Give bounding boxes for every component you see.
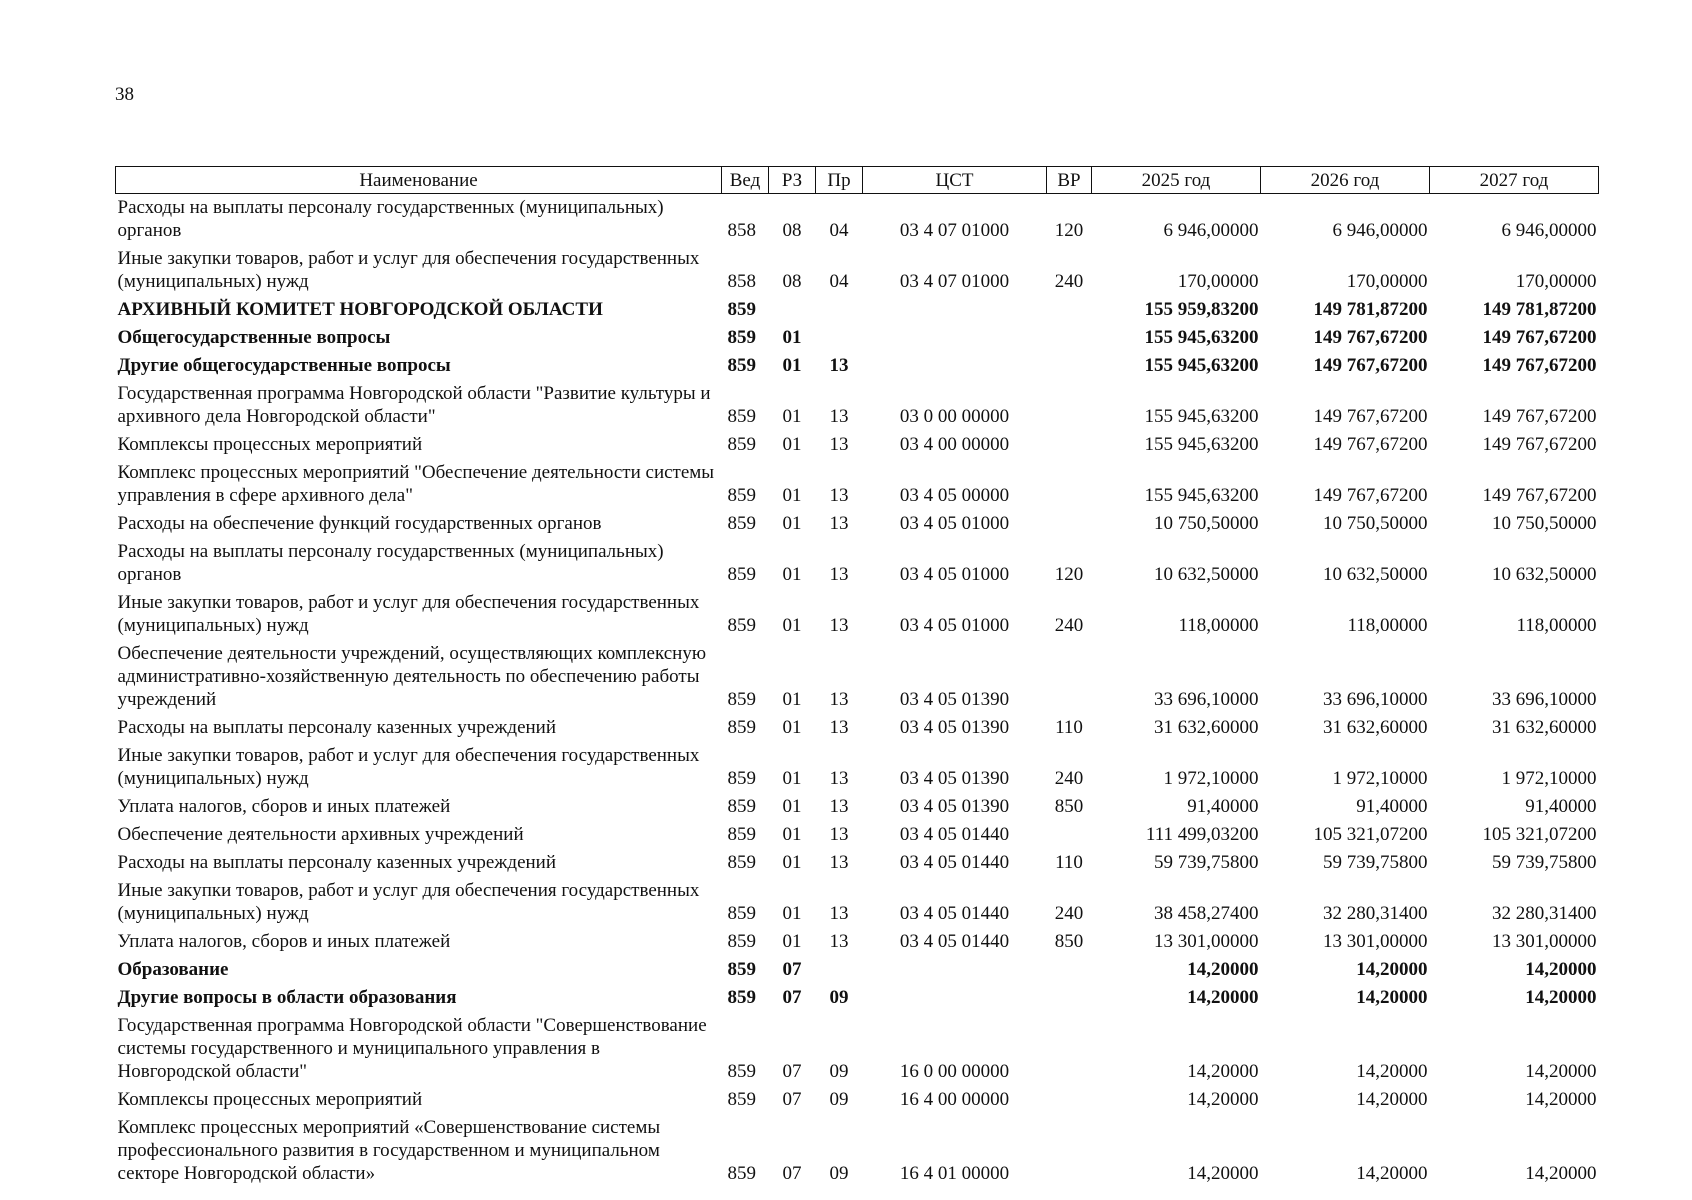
row-amount-2025: 33 696,10000 xyxy=(1154,689,1259,710)
row-pr: 04 xyxy=(829,220,849,241)
row-vr xyxy=(1047,956,1092,984)
row-rz: 01 xyxy=(782,852,802,873)
row-ved: 859 xyxy=(727,931,756,952)
row-pr: 09 xyxy=(829,1089,849,1110)
row-name: Иные закупки товаров, работ и услуг для обеспечения государственных (муниципальных) нужд xyxy=(117,880,700,924)
row-name: Комплекс процессных мероприятий "Обеспечение деятельности системы управления в сфере архивного дела" xyxy=(117,462,715,506)
header-year-2027: 2027 год xyxy=(1430,167,1599,194)
header-rz: РЗ xyxy=(769,167,816,194)
row-name: АРХИВНЫЙ КОМИТЕТ НОВГОРОДСКОЙ ОБЛАСТИ xyxy=(117,299,603,320)
row-pr: 13 xyxy=(829,485,849,506)
row-pr xyxy=(816,296,863,324)
row-rz: 07 xyxy=(782,1061,802,1082)
row-amount-2025: 10 750,50000 xyxy=(1154,513,1259,534)
row-amount-2026: 149 767,67200 xyxy=(1313,434,1428,455)
row-amount-2025: 10 632,50000 xyxy=(1154,564,1259,585)
table-row xyxy=(116,352,1599,380)
row-cst: 03 4 07 01000 xyxy=(899,220,1010,241)
row-vr xyxy=(1047,296,1092,324)
row-amount-2026: 105 321,07200 xyxy=(1313,824,1428,845)
row-pr: 13 xyxy=(829,434,849,455)
table-row xyxy=(116,849,1599,877)
row-rz: 01 xyxy=(782,796,802,817)
table-row xyxy=(116,380,1599,431)
row-name: Уплата налогов, сборов и иных платежей xyxy=(117,796,451,817)
row-cst: 03 0 00 00000 xyxy=(899,406,1010,427)
row-vr: 850 xyxy=(1054,796,1084,817)
row-amount-2025: 1 972,10000 xyxy=(1163,768,1259,789)
row-name: Расходы на выплаты персоналу государственных (муниципальных) органов xyxy=(117,197,664,241)
row-amount-2025: 155 945,63200 xyxy=(1144,485,1259,506)
row-ved: 859 xyxy=(727,824,756,845)
row-ved: 859 xyxy=(727,327,756,348)
row-amount-2026: 6 946,00000 xyxy=(1332,220,1428,241)
row-amount-2026: 14,20000 xyxy=(1356,1089,1428,1110)
row-vr: 110 xyxy=(1055,852,1083,873)
table-row xyxy=(116,245,1599,296)
row-rz: 01 xyxy=(782,485,802,506)
row-name: Иные закупки товаров, работ и услуг для обеспечения государственных (муниципальных) нужд xyxy=(117,248,700,292)
row-vr xyxy=(1047,640,1092,714)
table-body xyxy=(116,194,1599,1189)
row-pr: 13 xyxy=(829,406,849,427)
row-cst: 03 4 05 01000 xyxy=(899,513,1010,534)
row-pr: 13 xyxy=(829,689,849,710)
row-amount-2025: 155 945,63200 xyxy=(1144,434,1259,455)
row-ved: 859 xyxy=(727,485,756,506)
row-rz: 08 xyxy=(782,271,802,292)
row-cst: 03 4 05 01000 xyxy=(899,615,1010,636)
row-rz: 01 xyxy=(782,564,802,585)
row-amount-2025: 155 959,83200 xyxy=(1144,299,1259,320)
row-cst xyxy=(863,324,1047,352)
row-name: Расходы на выплаты персоналу казенных учреждений xyxy=(117,717,557,738)
row-amount-2025: 14,20000 xyxy=(1187,1061,1259,1082)
row-amount-2025: 14,20000 xyxy=(1187,959,1259,980)
row-vr: 240 xyxy=(1054,768,1084,789)
row-rz: 01 xyxy=(782,513,802,534)
table-row xyxy=(116,431,1599,459)
row-pr: 04 xyxy=(829,271,849,292)
row-name: Расходы на выплаты персоналу государственных (муниципальных) органов xyxy=(117,541,664,585)
row-vr xyxy=(1047,1114,1092,1188)
row-cst: 03 4 05 01440 xyxy=(899,852,1010,873)
row-pr xyxy=(816,324,863,352)
row-rz: 01 xyxy=(782,327,802,348)
row-amount-2025: 14,20000 xyxy=(1187,1163,1259,1184)
row-amount-2025: 111 499,03200 xyxy=(1145,824,1259,845)
table-row xyxy=(116,459,1599,510)
row-cst: 16 0 00 00000 xyxy=(899,1061,1010,1082)
row-ved: 859 xyxy=(727,299,756,320)
row-amount-2025: 59 739,75800 xyxy=(1154,852,1259,873)
table-row xyxy=(116,640,1599,714)
row-rz: 01 xyxy=(782,717,802,738)
row-amount-2027: 14,20000 xyxy=(1525,959,1597,980)
row-ved: 859 xyxy=(727,1089,756,1110)
table-row xyxy=(116,793,1599,821)
row-amount-2027: 149 767,67200 xyxy=(1482,355,1597,376)
row-ved: 859 xyxy=(727,717,756,738)
row-amount-2027: 1 972,10000 xyxy=(1501,768,1597,789)
row-ved: 859 xyxy=(727,513,756,534)
row-rz: 08 xyxy=(782,220,802,241)
header-vr: ВР xyxy=(1047,167,1092,194)
row-rz xyxy=(769,296,816,324)
table-row xyxy=(116,296,1599,324)
row-cst: 03 4 05 01000 xyxy=(899,564,1010,585)
row-amount-2027: 14,20000 xyxy=(1525,1089,1597,1110)
row-amount-2026: 170,00000 xyxy=(1346,271,1428,292)
row-amount-2027: 149 767,67200 xyxy=(1482,406,1597,427)
row-ved: 859 xyxy=(727,959,756,980)
row-cst xyxy=(863,352,1047,380)
row-ved: 859 xyxy=(727,689,756,710)
row-vr xyxy=(1047,324,1092,352)
row-amount-2025: 6 946,00000 xyxy=(1163,220,1259,241)
row-amount-2027: 105 321,07200 xyxy=(1482,824,1597,845)
row-amount-2027: 149 767,67200 xyxy=(1482,485,1597,506)
row-rz: 01 xyxy=(782,931,802,952)
row-rz: 07 xyxy=(782,1163,802,1184)
table-row xyxy=(116,194,1599,246)
row-amount-2027: 6 946,00000 xyxy=(1501,220,1597,241)
row-name: Другие общегосударственные вопросы xyxy=(117,355,451,376)
row-vr: 110 xyxy=(1055,717,1083,738)
header-year-2026: 2026 год xyxy=(1261,167,1430,194)
row-vr: 240 xyxy=(1054,271,1084,292)
row-amount-2026: 13 301,00000 xyxy=(1323,931,1428,952)
table-row xyxy=(116,324,1599,352)
table-row xyxy=(116,714,1599,742)
row-amount-2026: 10 632,50000 xyxy=(1323,564,1428,585)
row-amount-2025: 31 632,60000 xyxy=(1154,717,1259,738)
row-vr xyxy=(1047,352,1092,380)
header-year-2025: 2025 год xyxy=(1092,167,1261,194)
header-row xyxy=(116,167,1599,194)
row-amount-2025: 155 945,63200 xyxy=(1144,327,1259,348)
row-amount-2025: 118,00000 xyxy=(1178,615,1259,636)
row-pr: 13 xyxy=(829,824,849,845)
budget-table xyxy=(115,166,1599,1188)
table-row xyxy=(116,742,1599,793)
row-pr: 13 xyxy=(829,355,849,376)
row-amount-2027: 32 280,31400 xyxy=(1492,903,1597,924)
row-pr: 13 xyxy=(829,796,849,817)
row-pr: 13 xyxy=(829,903,849,924)
row-amount-2027: 33 696,10000 xyxy=(1492,689,1597,710)
row-name: Расходы на выплаты персоналу казенных учреждений xyxy=(117,852,557,873)
row-amount-2027: 91,40000 xyxy=(1525,796,1597,817)
header-ved: Вед xyxy=(722,167,769,194)
row-amount-2027: 149 767,67200 xyxy=(1482,434,1597,455)
row-name: Другие вопросы в области образования xyxy=(117,987,457,1008)
row-name: Иные закупки товаров, работ и услуг для обеспечения государственных (муниципальных) нужд xyxy=(117,592,700,636)
row-cst: 03 4 00 00000 xyxy=(899,434,1010,455)
row-cst: 03 4 05 01390 xyxy=(899,717,1010,738)
row-amount-2027: 14,20000 xyxy=(1525,1163,1597,1184)
row-rz: 07 xyxy=(782,1089,802,1110)
row-vr: 240 xyxy=(1054,903,1084,924)
row-cst xyxy=(863,956,1047,984)
row-ved: 859 xyxy=(727,434,756,455)
row-amount-2025: 155 945,63200 xyxy=(1144,406,1259,427)
row-amount-2027: 118,00000 xyxy=(1516,615,1597,636)
row-rz: 01 xyxy=(782,824,802,845)
row-ved: 859 xyxy=(727,564,756,585)
row-pr: 13 xyxy=(829,564,849,585)
row-amount-2027: 14,20000 xyxy=(1525,987,1597,1008)
row-name: Уплата налогов, сборов и иных платежей xyxy=(117,931,451,952)
row-pr: 13 xyxy=(829,513,849,534)
row-vr xyxy=(1047,380,1092,431)
page-number: 38 xyxy=(115,84,134,105)
row-pr: 13 xyxy=(829,852,849,873)
row-ved: 859 xyxy=(727,796,756,817)
table-row xyxy=(116,928,1599,956)
row-rz: 01 xyxy=(782,615,802,636)
row-ved: 859 xyxy=(727,987,756,1008)
row-name: Обеспечение деятельности архивных учреждений xyxy=(117,824,524,845)
row-amount-2027: 10 750,50000 xyxy=(1492,513,1597,534)
row-vr xyxy=(1047,1012,1092,1086)
row-ved: 858 xyxy=(727,220,756,241)
row-cst: 03 4 05 01390 xyxy=(899,768,1010,789)
row-amount-2026: 32 280,31400 xyxy=(1323,903,1428,924)
row-amount-2025: 170,00000 xyxy=(1177,271,1259,292)
row-amount-2026: 10 750,50000 xyxy=(1323,513,1428,534)
row-amount-2027: 59 739,75800 xyxy=(1492,852,1597,873)
row-amount-2026: 33 696,10000 xyxy=(1323,689,1428,710)
row-vr xyxy=(1047,1086,1092,1114)
row-cst: 16 4 01 00000 xyxy=(899,1163,1010,1184)
row-name: Расходы на обеспечение функций государственных органов xyxy=(117,513,602,534)
row-vr xyxy=(1047,431,1092,459)
row-rz: 07 xyxy=(782,987,802,1008)
row-amount-2026: 149 767,67200 xyxy=(1313,327,1428,348)
header-pr: Пр xyxy=(816,167,863,194)
row-vr: 240 xyxy=(1054,615,1084,636)
table-header xyxy=(116,167,1599,194)
row-cst: 03 4 05 01390 xyxy=(899,689,1010,710)
row-amount-2026: 149 767,67200 xyxy=(1313,485,1428,506)
row-amount-2026: 149 767,67200 xyxy=(1313,355,1428,376)
row-amount-2026: 14,20000 xyxy=(1356,1061,1428,1082)
row-pr: 13 xyxy=(829,717,849,738)
row-ved: 859 xyxy=(727,615,756,636)
row-amount-2025: 14,20000 xyxy=(1187,1089,1259,1110)
row-rz: 01 xyxy=(782,768,802,789)
row-amount-2025: 13 301,00000 xyxy=(1154,931,1259,952)
row-cst: 03 4 05 01440 xyxy=(899,931,1010,952)
row-vr xyxy=(1047,821,1092,849)
row-amount-2027: 149 781,87200 xyxy=(1482,299,1597,320)
row-ved: 859 xyxy=(727,355,756,376)
row-cst: 03 4 07 01000 xyxy=(899,271,1010,292)
row-amount-2026: 118,00000 xyxy=(1347,615,1428,636)
table-row xyxy=(116,956,1599,984)
row-ved: 859 xyxy=(727,1061,756,1082)
row-vr xyxy=(1047,984,1092,1012)
header-name: Наименование xyxy=(116,167,722,194)
row-amount-2026: 14,20000 xyxy=(1356,959,1428,980)
row-pr: 09 xyxy=(829,987,849,1008)
row-vr xyxy=(1047,459,1092,510)
row-pr xyxy=(816,956,863,984)
row-ved: 859 xyxy=(727,903,756,924)
row-cst: 03 4 05 01440 xyxy=(899,824,1010,845)
row-amount-2027: 14,20000 xyxy=(1525,1061,1597,1082)
table-row xyxy=(116,589,1599,640)
row-name: Государственная программа Новгородской области "Развитие культуры и архивного дела Новгородской области" xyxy=(117,383,711,427)
row-name: Обеспечение деятельности учреждений, осуществляющих комплексную административно-хозяйственную деятельность по обеспечению работы учреждений xyxy=(117,643,707,710)
row-cst xyxy=(863,984,1047,1012)
row-ved: 858 xyxy=(727,271,756,292)
row-amount-2027: 10 632,50000 xyxy=(1492,564,1597,585)
row-pr: 13 xyxy=(829,615,849,636)
row-amount-2025: 155 945,63200 xyxy=(1144,355,1259,376)
row-vr: 850 xyxy=(1054,931,1084,952)
row-name: Иные закупки товаров, работ и услуг для обеспечения государственных (муниципальных) нужд xyxy=(117,745,700,789)
row-rz: 01 xyxy=(782,406,802,427)
row-amount-2025: 38 458,27400 xyxy=(1154,903,1259,924)
row-amount-2027: 31 632,60000 xyxy=(1492,717,1597,738)
table-row xyxy=(116,984,1599,1012)
row-rz: 01 xyxy=(782,355,802,376)
row-rz: 01 xyxy=(782,434,802,455)
table-row xyxy=(116,1114,1599,1188)
row-vr: 120 xyxy=(1054,220,1084,241)
row-amount-2026: 14,20000 xyxy=(1356,987,1428,1008)
table-row xyxy=(116,510,1599,538)
table-row xyxy=(116,821,1599,849)
row-amount-2026: 1 972,10000 xyxy=(1332,768,1428,789)
row-cst: 03 4 05 01440 xyxy=(899,903,1010,924)
row-vr: 120 xyxy=(1054,564,1084,585)
row-amount-2026: 14,20000 xyxy=(1356,1163,1428,1184)
row-amount-2027: 13 301,00000 xyxy=(1492,931,1597,952)
row-name: Комплекс процессных мероприятий «Совершенствование системы профессионального развития в государственном и муниципальном секторе Новгородской области» xyxy=(117,1117,661,1184)
row-ved: 859 xyxy=(727,406,756,427)
row-cst xyxy=(863,296,1047,324)
table-row xyxy=(116,1086,1599,1114)
row-cst: 16 4 00 00000 xyxy=(899,1089,1010,1110)
row-amount-2026: 91,40000 xyxy=(1356,796,1428,817)
row-name: Общегосударственные вопросы xyxy=(117,327,391,348)
row-amount-2027: 170,00000 xyxy=(1515,271,1597,292)
row-amount-2026: 59 739,75800 xyxy=(1323,852,1428,873)
table-row xyxy=(116,538,1599,589)
row-amount-2026: 149 767,67200 xyxy=(1313,406,1428,427)
row-cst: 03 4 05 00000 xyxy=(899,485,1010,506)
row-amount-2025: 91,40000 xyxy=(1187,796,1259,817)
row-vr xyxy=(1047,510,1092,538)
row-ved: 859 xyxy=(727,768,756,789)
row-name: Комплексы процессных мероприятий xyxy=(117,434,423,455)
row-amount-2026: 31 632,60000 xyxy=(1323,717,1428,738)
row-name: Образование xyxy=(117,959,229,980)
row-pr: 13 xyxy=(829,931,849,952)
row-cst: 03 4 05 01390 xyxy=(899,796,1010,817)
row-pr: 09 xyxy=(829,1061,849,1082)
row-amount-2026: 149 781,87200 xyxy=(1313,299,1428,320)
row-pr: 13 xyxy=(829,768,849,789)
table-row xyxy=(116,877,1599,928)
row-rz: 07 xyxy=(782,959,802,980)
row-name: Государственная программа Новгородской области "Совершенствование системы государственного и муниципального управления в Новгородской области" xyxy=(117,1015,707,1082)
row-amount-2025: 14,20000 xyxy=(1187,987,1259,1008)
table-row xyxy=(116,1012,1599,1086)
row-amount-2027: 149 767,67200 xyxy=(1482,327,1597,348)
row-ved: 859 xyxy=(727,852,756,873)
row-name: Комплексы процессных мероприятий xyxy=(117,1089,423,1110)
row-ved: 859 xyxy=(727,1163,756,1184)
row-rz: 01 xyxy=(782,903,802,924)
row-pr: 09 xyxy=(829,1163,849,1184)
header-cst: ЦСТ xyxy=(863,167,1047,194)
row-rz: 01 xyxy=(782,689,802,710)
